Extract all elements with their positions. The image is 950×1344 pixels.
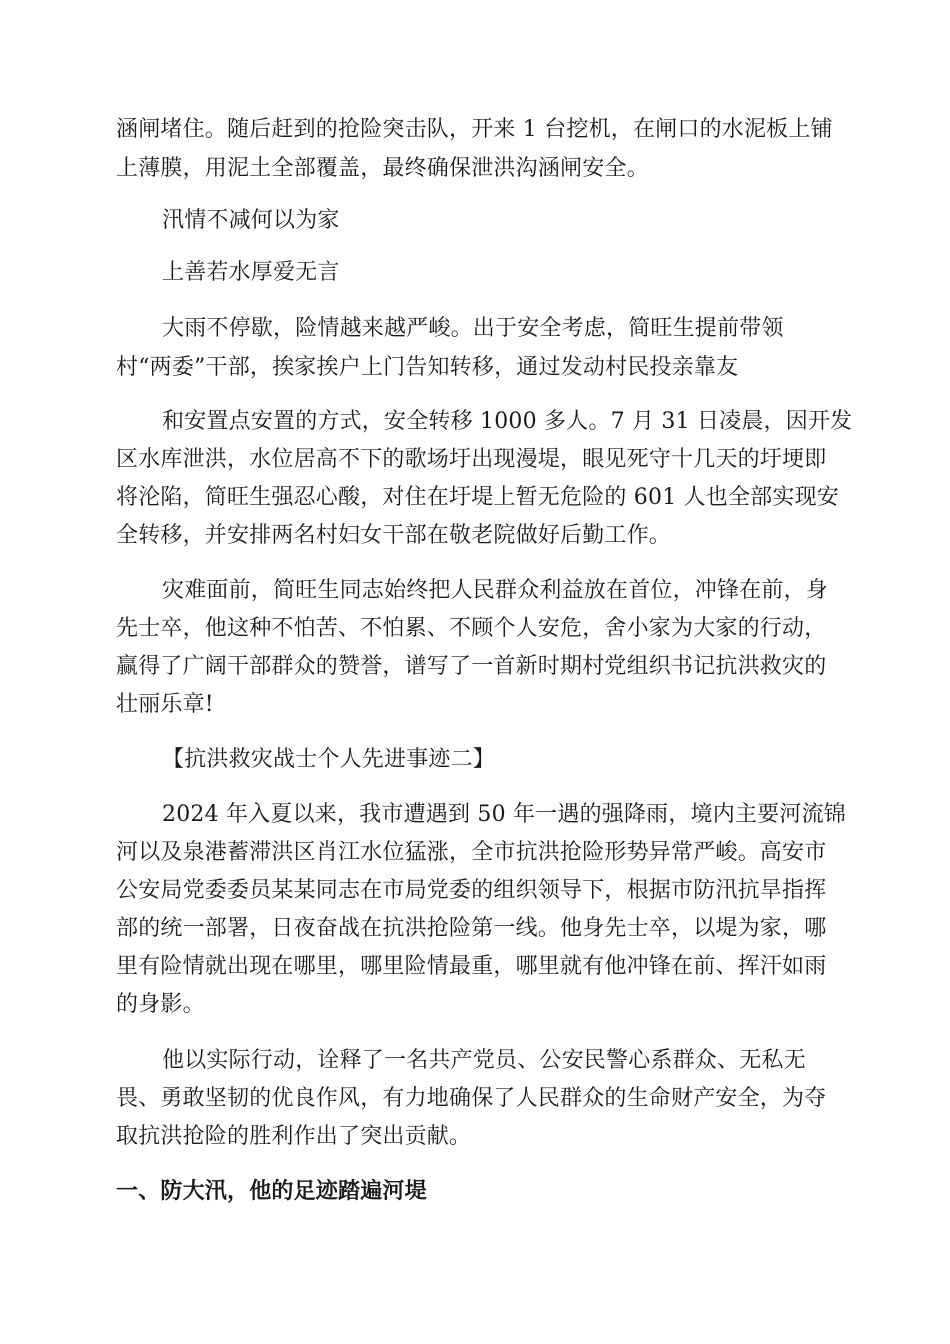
paragraph-line: 和安置点安置的方式，安全转移 1000 多人。7 月 31 日凌晨，因开发: [162, 409, 853, 434]
paragraph-line: 赢得了广阔干部群众的赞誉，谱写了一首新时期村党组织书记抗洪救灾的: [116, 654, 827, 679]
paragraph-line: 2024 年入夏以来，我市遭遇到 50 年一遇的强降雨，境内主要河流锦: [162, 802, 846, 827]
paragraph-line: 壮丽乐章!: [116, 692, 214, 717]
paragraph-line: 村“两委”干部，挨家挨户上门告知转移，通过发动村民投亲靠友: [116, 355, 739, 380]
subtitle-line: 上善若水厚爱无言: [162, 260, 340, 285]
section-heading: 一、防大汛，他的足迹踏遍河堤: [116, 1179, 427, 1204]
paragraph-line: 全转移，并安排两名村妇女干部在敬老院做好后勤工作。: [116, 523, 672, 548]
paragraph-line: 畏、勇敢坚韧的优良作风，有力地确保了人民群众的生命财产安全，为夺: [116, 1086, 827, 1111]
paragraph-line: 先士卒，他这种不怕苦、不怕累、不顾个人安危，舍小家为大家的行动，: [116, 616, 827, 641]
paragraph-line: 里有险情就出现在哪里，哪里险情最重，哪里就有他冲锋在前、挥汗如雨: [116, 954, 827, 979]
paragraph-line: 河以及泉港蓄滞洪区肖江水位猛涨，全市抗洪抢险形势异常严峻。高安市: [116, 840, 827, 865]
section-title: 【抗洪救灾战士个人先进事迹二】: [162, 747, 496, 772]
paragraph-line: 他以实际行动，诠释了一名共产党员、公安民警心系群众、无私无: [162, 1048, 806, 1073]
subtitle-line: 汛情不减何以为家: [162, 208, 340, 233]
paragraph-line: 取抗洪抢险的胜利作出了突出贡献。: [116, 1124, 472, 1149]
paragraph-line: 将沦陷，简旺生强忍心酸，对住在圩堤上暂无危险的 601 人也全部实现安: [116, 485, 839, 510]
paragraph-line: 区水库泄洪，水位居高不下的歌场圩出现漫堤，眼见死守十几天的圩埂即: [116, 447, 827, 472]
paragraph-line: 灾难面前，简旺生同志始终把人民群众利益放在首位，冲锋在前，身: [162, 578, 829, 603]
paragraph-line: 部的统一部署，日夜奋战在抗洪抢险第一线。他身先士卒，以堤为家，哪: [116, 916, 827, 941]
paragraph-line: 大雨不停歇，险情越来越严峻。出于安全考虑，简旺生提前带领: [162, 316, 784, 341]
paragraph-line: 公安局党委委员某某同志在市局党委的组织领导下，根据市防汛抗旱指挥: [116, 878, 827, 903]
paragraph-line: 的身影。: [116, 992, 205, 1017]
paragraph-line: 涵闸堵住。随后赶到的抢险突击队，开来 1 台挖机，在闸口的水泥板上铺: [116, 117, 833, 142]
paragraph-line: 上薄膜，用泥土全部覆盖，最终确保泄洪沟涵闸安全。: [116, 156, 649, 181]
